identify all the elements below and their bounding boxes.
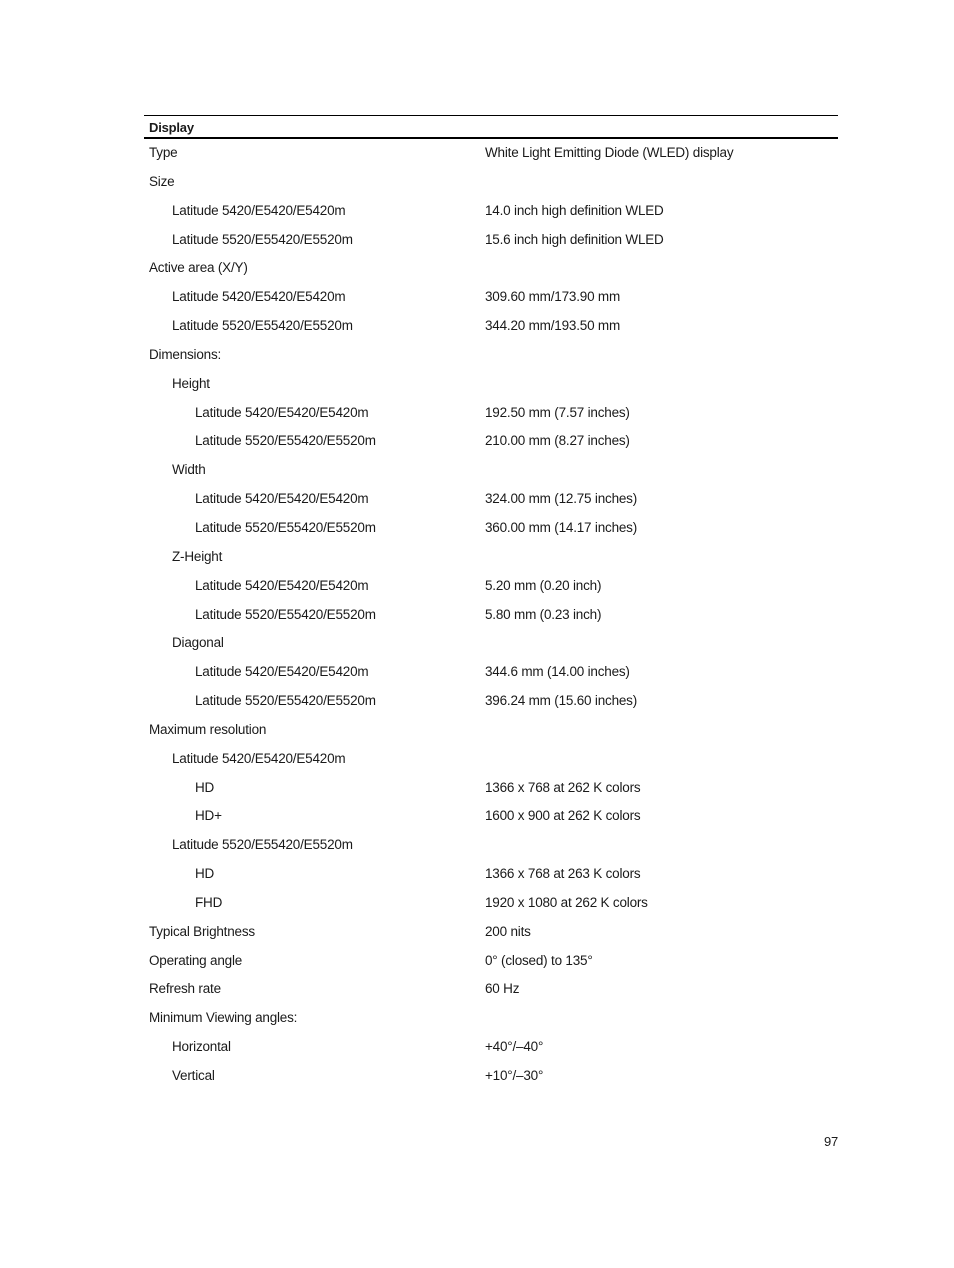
table-row bbox=[144, 197, 838, 226]
row-label: Typical Brightness bbox=[149, 923, 255, 939]
row-value: 1366 x 768 at 263 K colors bbox=[485, 866, 641, 882]
table-row bbox=[144, 543, 838, 572]
row-label: Latitude 5520/E55420/E5520m bbox=[172, 231, 353, 247]
table-row bbox=[144, 831, 838, 860]
table-header bbox=[144, 115, 838, 139]
row-value: 344.6 mm (14.00 inches) bbox=[485, 664, 630, 680]
table-body bbox=[144, 139, 838, 1091]
row-label: HD+ bbox=[195, 808, 222, 824]
row-label: HD bbox=[195, 866, 215, 882]
row-value: 1920 x 1080 at 262 K colors bbox=[485, 894, 648, 910]
table-row bbox=[144, 716, 838, 745]
row-value: 5.20 mm (0.20 inch) bbox=[485, 577, 602, 593]
table-row bbox=[144, 139, 838, 168]
table-row bbox=[144, 1033, 838, 1062]
row-label: Vertical bbox=[172, 1068, 215, 1083]
row-label: Active area (X/Y) bbox=[149, 260, 248, 276]
row-label: HD bbox=[195, 779, 215, 795]
row-label: Width bbox=[172, 462, 206, 478]
row-label: Maximum resolution bbox=[149, 721, 267, 737]
table-row bbox=[144, 312, 838, 341]
row-label: Latitude 5520/E55420/E5520m bbox=[195, 606, 376, 622]
table-row bbox=[144, 947, 838, 976]
table-row bbox=[144, 802, 838, 831]
row-label: Latitude 5520/E55420/E5520m bbox=[195, 519, 376, 535]
row-label: Type bbox=[149, 145, 178, 160]
row-label: Diagonal bbox=[172, 635, 224, 651]
row-value: 210.00 mm (8.27 inches) bbox=[485, 433, 630, 449]
table-row bbox=[144, 1004, 838, 1033]
row-value: 200 nits bbox=[485, 923, 531, 939]
row-value: 1600 x 900 at 262 K colors bbox=[485, 808, 641, 824]
row-value: 309.60 mm/173.90 mm bbox=[485, 289, 621, 305]
row-label: Z-Height bbox=[172, 548, 223, 564]
table-row bbox=[144, 860, 838, 889]
row-value: 15.6 inch high definition WLED bbox=[485, 231, 664, 247]
row-value: White Light Emitting Diode (WLED) display bbox=[485, 145, 734, 160]
table-row bbox=[144, 918, 838, 947]
table-row bbox=[144, 341, 838, 370]
table-row bbox=[144, 889, 838, 918]
table-row bbox=[144, 283, 838, 312]
row-value: 14.0 inch high definition WLED bbox=[485, 202, 664, 218]
row-label: Latitude 5420/E5420/E5420m bbox=[172, 289, 346, 305]
table-row bbox=[144, 168, 838, 197]
display-spec-table bbox=[144, 115, 838, 1091]
row-label: Dimensions: bbox=[149, 346, 222, 362]
row-label: Latitude 5520/E55420/E5520m bbox=[195, 433, 376, 449]
table-row bbox=[144, 514, 838, 543]
row-value: +40°/–40° bbox=[485, 1039, 544, 1055]
row-value: 324.00 mm (12.75 inches) bbox=[485, 491, 638, 507]
row-label: FHD bbox=[195, 894, 223, 910]
row-value: 360.00 mm (14.17 inches) bbox=[485, 519, 638, 535]
row-label: Latitude 5420/E5420/E5420m bbox=[172, 202, 346, 218]
row-value: 1366 x 768 at 262 K colors bbox=[485, 779, 641, 795]
row-label: Operating angle bbox=[149, 952, 243, 968]
row-label: Latitude 5520/E55420/E5520m bbox=[172, 318, 353, 334]
table-row bbox=[144, 774, 838, 803]
table-header-title: Display bbox=[149, 120, 194, 135]
row-value: 0° (closed) to 135° bbox=[485, 952, 593, 968]
row-value: +10°/–30° bbox=[485, 1068, 544, 1083]
row-label: Horizontal bbox=[172, 1039, 231, 1055]
table-row bbox=[144, 370, 838, 399]
table-row bbox=[144, 658, 838, 687]
row-value: 60 Hz bbox=[485, 981, 520, 997]
table-row bbox=[144, 601, 838, 630]
table-row bbox=[144, 745, 838, 774]
row-label: Latitude 5420/E5420/E5420m bbox=[195, 404, 369, 420]
row-value: 396.24 mm (15.60 inches) bbox=[485, 693, 638, 709]
row-label: Minimum Viewing angles: bbox=[149, 1010, 298, 1026]
table-row bbox=[144, 456, 838, 485]
table-row bbox=[144, 427, 838, 456]
row-label: Refresh rate bbox=[149, 981, 221, 997]
row-label: Latitude 5520/E55420/E5520m bbox=[195, 693, 376, 709]
table-row bbox=[144, 629, 838, 658]
row-label: Latitude 5420/E5420/E5420m bbox=[195, 664, 369, 680]
page-number: 97 bbox=[823, 1134, 838, 1149]
row-label: Size bbox=[149, 173, 175, 189]
table-row bbox=[144, 975, 838, 1004]
row-label: Latitude 5420/E5420/E5420m bbox=[195, 577, 369, 593]
row-value: 5.80 mm (0.23 inch) bbox=[485, 606, 602, 622]
row-value: 344.20 mm/193.50 mm bbox=[485, 318, 621, 334]
table-row bbox=[144, 254, 838, 283]
table-row bbox=[144, 226, 838, 255]
table-row bbox=[144, 485, 838, 514]
row-label: Latitude 5420/E5420/E5420m bbox=[172, 750, 346, 766]
row-label: Height bbox=[172, 375, 210, 391]
row-label: Latitude 5420/E5420/E5420m bbox=[195, 491, 369, 507]
table-row bbox=[144, 687, 838, 716]
table-row bbox=[144, 572, 838, 601]
row-value: 192.50 mm (7.57 inches) bbox=[485, 404, 630, 420]
row-label: Latitude 5520/E55420/E5520m bbox=[172, 837, 353, 853]
table-row bbox=[144, 1062, 838, 1091]
table-row bbox=[144, 399, 838, 428]
